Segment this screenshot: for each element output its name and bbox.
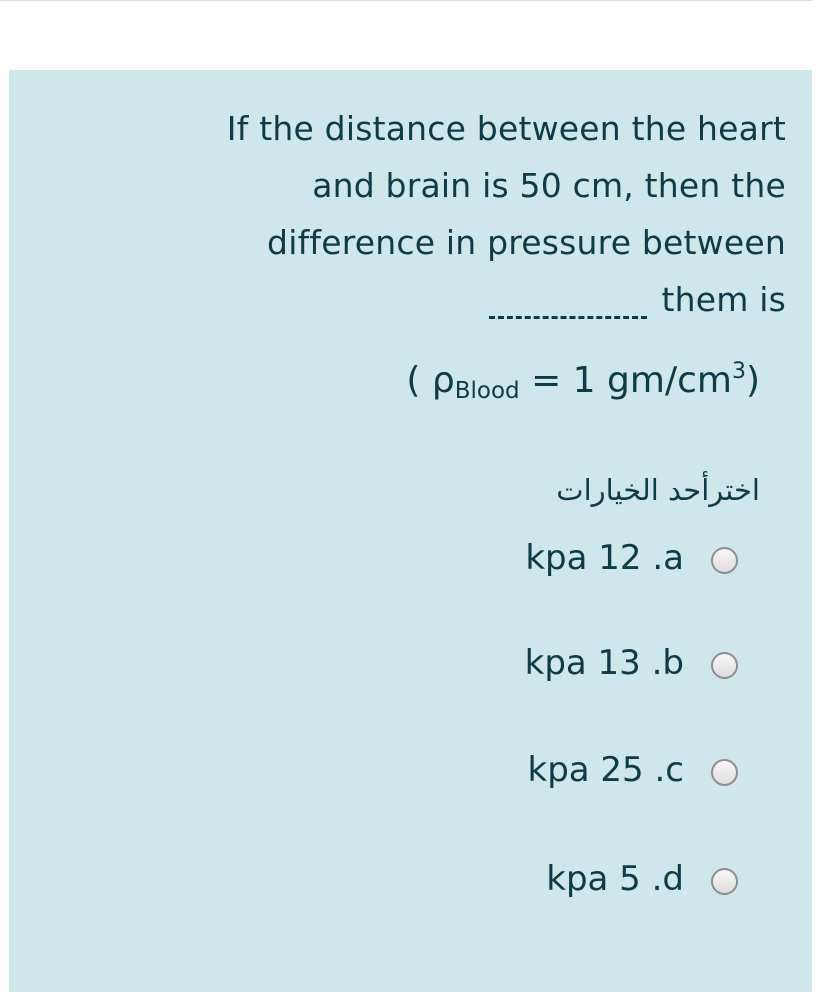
- question-line-4-text: them is: [661, 280, 786, 319]
- top-divider: [0, 0, 812, 1]
- density-open-paren: (: [406, 360, 421, 401]
- option-a-radio[interactable]: [711, 547, 738, 574]
- question-line-4: [186, 271, 786, 328]
- density-subscript: Blood: [454, 378, 520, 404]
- density-value: = 1 gm/cm: [531, 360, 732, 401]
- option-a[interactable]: [378, 535, 738, 585]
- question-line-1: If the distance between the heart: [226, 109, 786, 148]
- density-formula: [406, 348, 760, 415]
- question-line-2: and brain is 50 cm, then the: [312, 166, 786, 205]
- density-close-paren: ): [745, 360, 760, 401]
- question-text: [186, 100, 786, 328]
- option-b-label: kpa 13 .b: [524, 643, 684, 683]
- choose-prompt: اخترأحد الخيارات: [556, 473, 760, 507]
- option-d-label: kpa 5 .d: [546, 859, 684, 899]
- density-symbol: ρ: [431, 360, 455, 401]
- density-exponent: 3: [731, 359, 746, 384]
- option-c[interactable]: [378, 747, 738, 797]
- option-b-radio[interactable]: [711, 652, 738, 679]
- option-d[interactable]: [378, 856, 738, 906]
- option-a-label: kpa 12 .a: [525, 538, 684, 578]
- question-line-3: difference in pressure between: [267, 223, 786, 262]
- answer-blank: [489, 316, 647, 323]
- option-c-label: kpa 25 .c: [527, 750, 684, 790]
- option-d-radio[interactable]: [711, 868, 738, 895]
- option-c-radio[interactable]: [711, 759, 738, 786]
- option-b[interactable]: [378, 640, 738, 690]
